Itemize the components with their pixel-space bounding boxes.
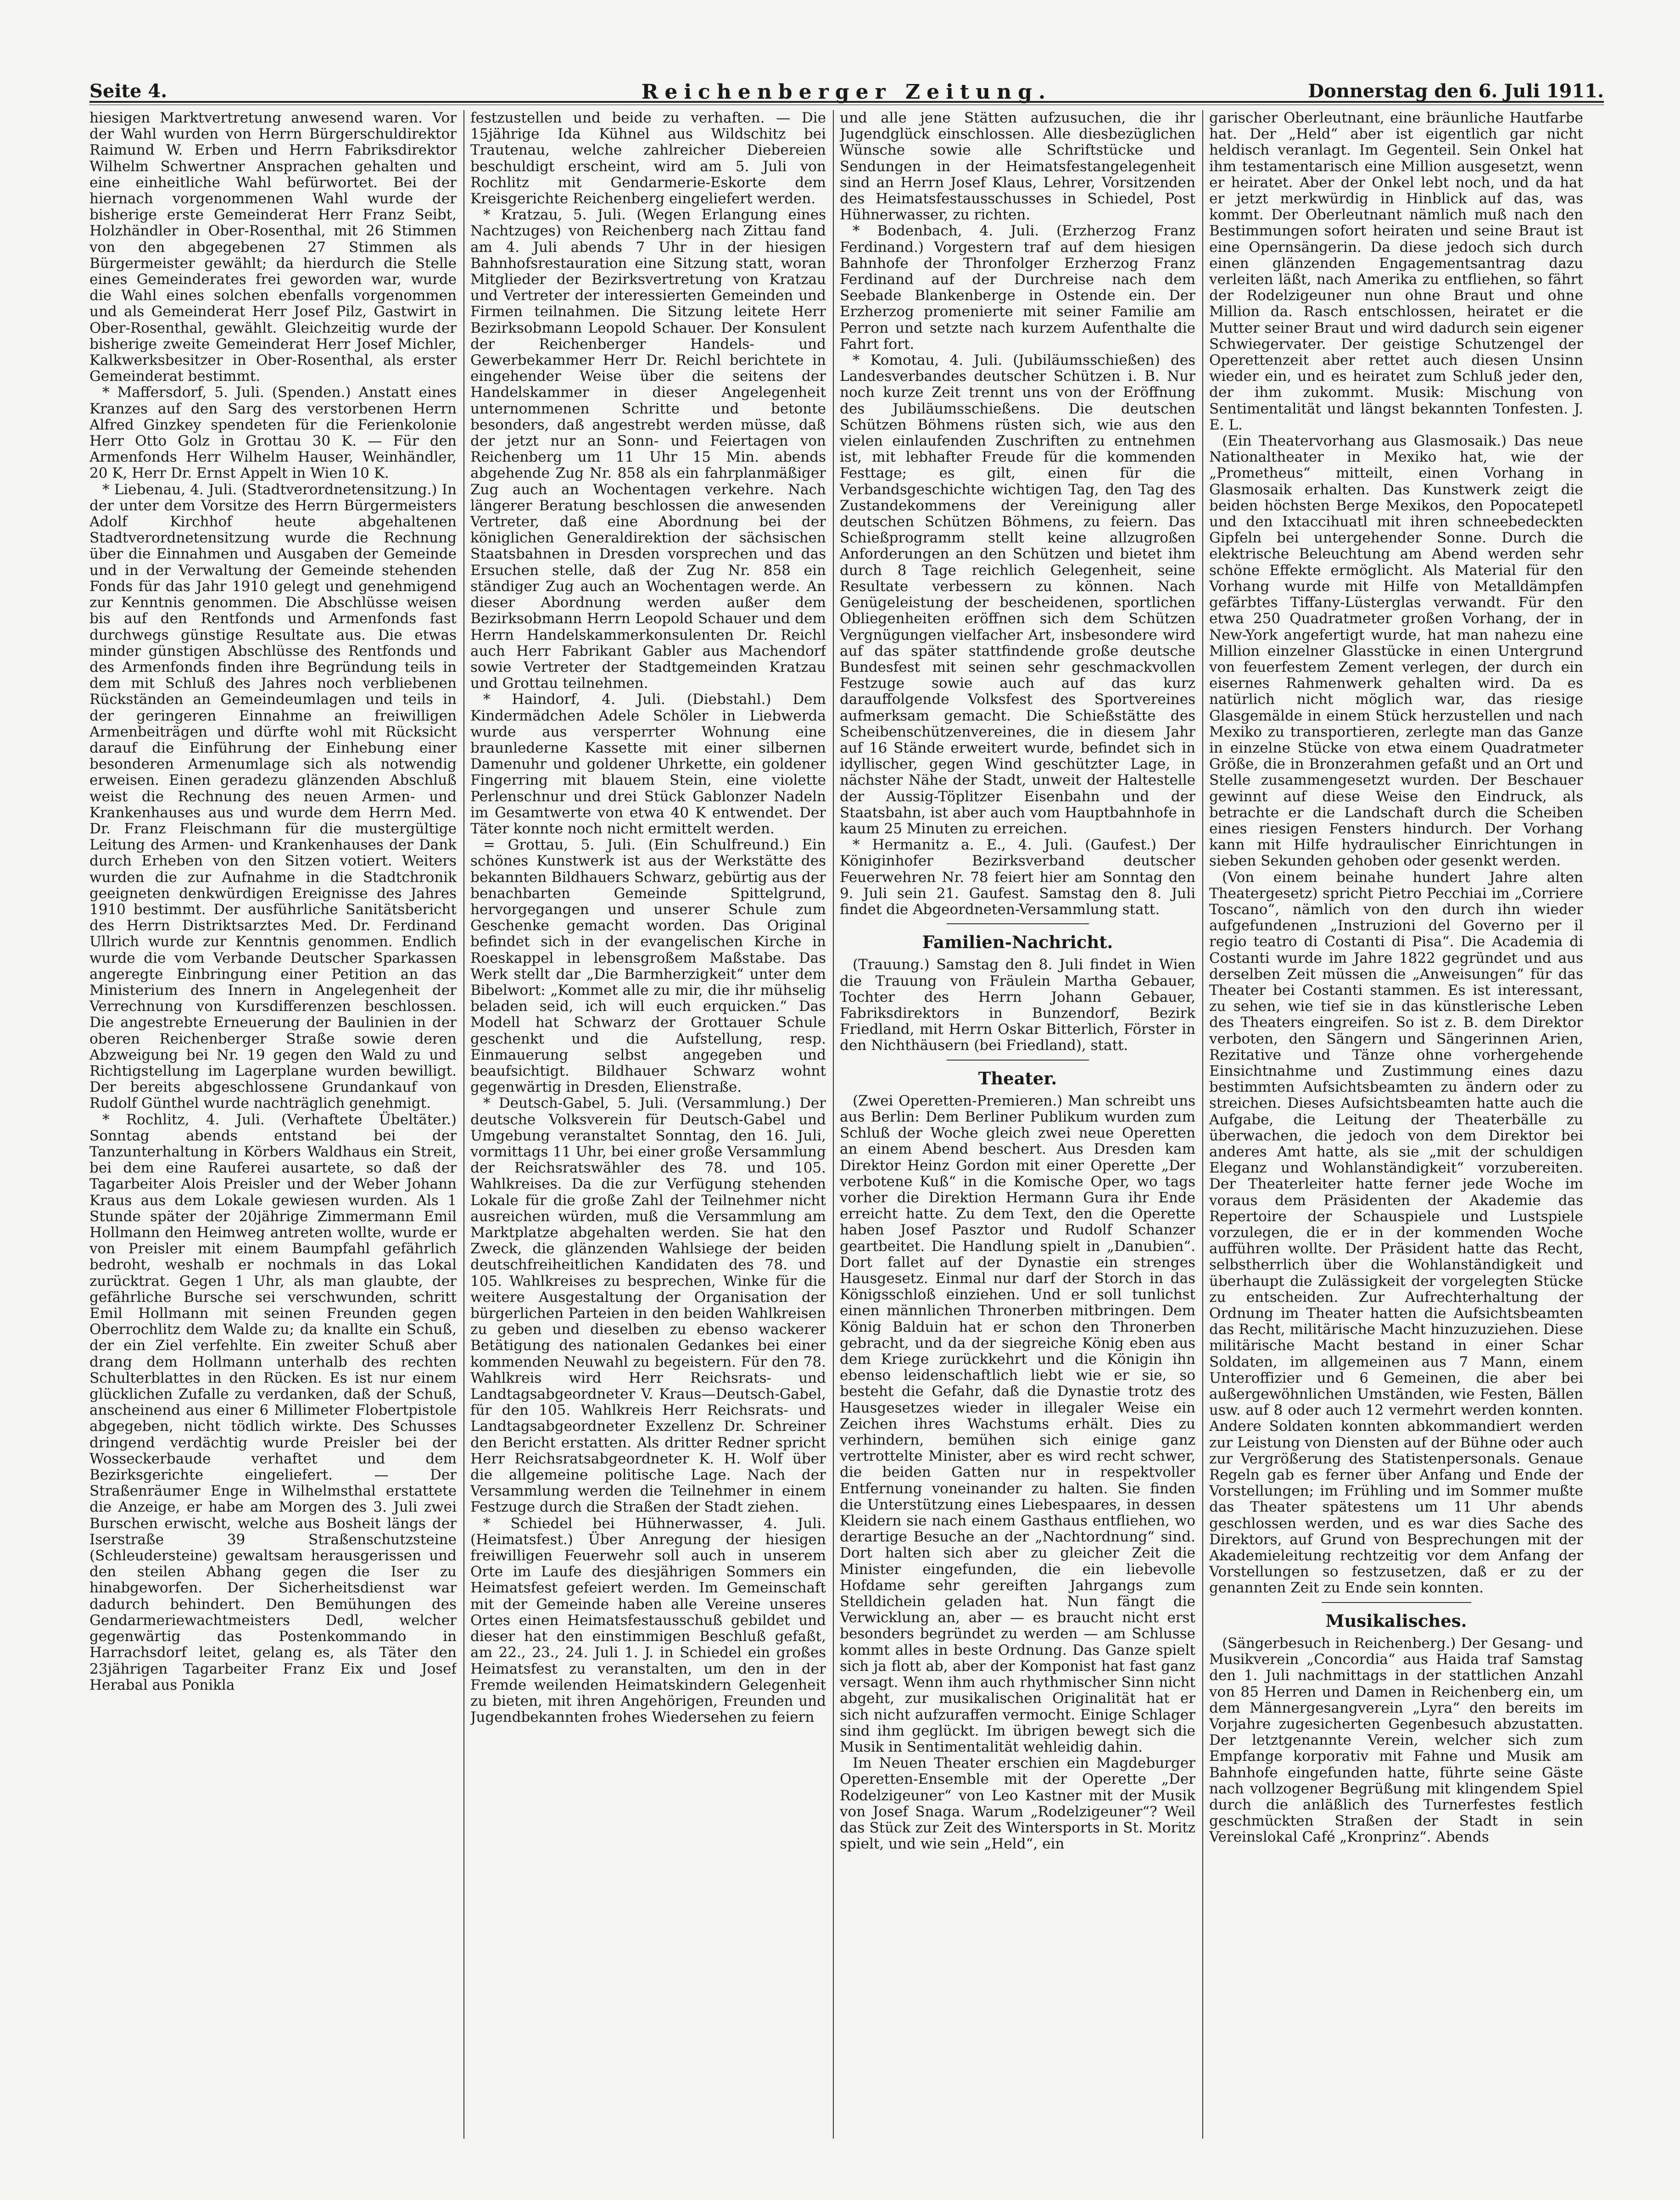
article-haindorf: * Haindorf, 4. Juli. (Diebstahl.) Dem Kindermädchen Adele Schöler in Liebwerda wurde aus versperrter Wohnung eine braunlederne Kassette mit einer silbernen Damenuhr und goldener Uhrkette, ein goldener Fingerring mit blauem Stein, eine violette Perlenschnur und drei Stück Gablonzer Nadeln im Gesamtwerte von etwa 40 K entwendet. Der Täter konnte noch nicht ermittelt werden. (470, 691, 826, 837)
article-paragraph: hiesigen Marktvertretung anwesend waren. Vor der Wahl wurden von Herrn Bürgerschuldirektor Raimund W. Erben und Herrn Fabriksdirektor Wilhelm Schwertner Ansprachen gehalten und eine einheitliche Wahl befürwortet. Bei der hiernach vorgenommenen Wahl wurde der bisherige erste Gemeinderat Herr Franz Seibt, Holzhändler in Ober-Rosenthal, mit 26 Stimmen von den abgegebenen 27 Stimmen als Bürgermeister gewählt; da hierdurch die Stelle eines Gemeinderates frei geworden war, wurde die Wahl eines solchen ebenfalls vorgenommen und als Gemeinderat Herr Josef Pilz, Gastwirt in Ober-Rosenthal, gewählt. Gleichzeitig wurde der bisherige zweite Gemeinderat Herr Josef Michler, Kalkwerksbesitzer in Ober-Rosenthal, als erster Gemeinderat bestimmt. (89, 110, 457, 385)
issue-date: Donnerstag den 6. Juli 1911. (1308, 80, 1604, 102)
section-heading-family: Familien-Nachricht. (922, 932, 1113, 953)
article-operetten: (Zwei Operetten-Premieren.) Man schreibt uns aus Berlin: Dem Berliner Publikum wurden zum Schluß der Woche gleich zwei neue Operetten an einem Abend beschert. Aus Dresden kam Direktor Heinz Gordon mit einer Operette „Der verbotene Kuß“ in die Komische Oper, wo tags vorher die Direktion Hermann Gura ihr Ende erreicht hatte. Zu dem Text, den die Operette haben Josef Pasztor und Rudolf Schanzer geartbeitet. Die Handlung spielt in „Danubien“. Dort fallet auf der Dynastie ein strenges Hausgesetz. Einmal nur darf der Storch in das Königsschloß einziehen. Und er soll tunlichst einen männlichen Thronerben mitbringen. Dem König Balduin hat er schon den Thronerben gebracht, und da der siegreiche König eben aus dem Kriege zurückkehrt und die Königin ihn ebenso leidenschaftlich liebt wie er sie, so besteht die Gefahr, daß die Dynastie trotz des Hausgesetzes wieder in illegaler Weise ein Zeichen ihres Wachstums erhält. Dies zu verhindern, bemühen sich einige ganz vertrottelte Minister, aber es wird recht schwer, die beiden Gatten nur in respektvoller Entfernung voneinander zu halten. Sie finden die Unterstützung eines Liebespaares, in dessen Kleidern sie nach einem Gasthaus entfliehen, wo derartige Besuche an der „Nachtordnung“ sind. Dort halten sich aber zu gleicher Zeit die Minister eingefunden, die ein liebevolle Hofdame sehr gereiften Jahrgangs zum Stelldichein geladen hat. Nun fängt die Verwicklung an, aber — es braucht nicht erst besonders begründet zu werden — am Schlusse kommt alles in beste Ordnung. Das Ganze spielt sich ja flott ab, aber der Komponist hat fast ganz versagt. Wenn ihm auch rhythmischer Sinn nicht abgeht, zur musikalischen Originalität hat er sich nicht aufzuraffen vermocht. Einige Schlager sind ihm geglückt. Im übrigen bewegt sich die Musik in Sentimentalität wehleidig dahin. (840, 1092, 1195, 1755)
article-maffersdorf: * Maffersdorf, 5. Juli. (Spenden.) Anstatt eines Kranzes auf den Sarg des verstorbenen Herrn Alfred Ginzkey spendeten für die Ferienkolonie Herr Otto Golz in Grottau 30 K. — Für den Armenfonds Herr Wilhelm Hauser, Weinhändler, 20 K, Herr Dr. Ernst Appelt in Wien 10 K. (89, 384, 457, 482)
article-hermanitz: * Hermanitz a. E., 4. Juli. (Gaufest.) Der Königinhofer Bezirksverband deutscher Feuerwehren Nr. 78 feiert hier am Sonntag den 9. Juli sein 21. Gaufest. Samstag den 8. Juli findet die Abgeordneten-Versammlung statt. (840, 837, 1195, 918)
column-1 (89, 110, 457, 2139)
article-komotau: * Komotau, 4. Juli. (Jubiläumsschießen) des Landesverbandes deutscher Schützen i. B. Nur noch kurze Zeit trennt uns von der Eröffnung des Jubiläumsschießens. Die deutschen Schützen Böhmens rüsten sich, wie aus den vielen einlaufenden Zuschriften zu entnehmen ist, mit lebhafter Freude für die kommenden Festtage; es gilt, einen für die Verbandsgeschichte wichtigen Tag, den Tag des Zustandekommens der Vereinigung aller deutschen Schützen Böhmens, zu feiern. Das Schießprogramm stellt keine allzugroßen Anforderungen an den Schützen und bietet ihm durch 8 Tage reichlich Gelegenheit, seine Resultate verbessern zu können. Nach Genügeleistung der bescheidenen, sportlichen Obliegenheiten eröffnen sich dem Schützen Vergnügungen vielfacher Art, insbesondere wird auf das später stattfindende große deutsche Bundesfest mit seinen sehr geschmackvollen Festzuge sowie auch auf das kurz darauffolgende Volksfest des Sportvereines aufmerksam gemacht. Die Schießstätte des Scheibenschützenvereines, die in diesem Jahr auf 16 Stände erweitert wurde, befindet sich in idyllischer, gegen Wind geschützter Lage, in nächster Nähe der Stadt, unweit der Haltestelle der Aussig-Töplitzer Eisenbahn und der Staatsbahn, ist aber auch vom Hauptbahnhofe in kaum 25 Minuten zu erreichen. (840, 352, 1195, 837)
article-trauung: (Trauung.) Samstag den 8. Juli findet in Wien die Trauung von Fräulein Martha Gebauer, Tochter des Herrn Johann Gebauer, Fabriksdirektors in Bunzendorf, Bezirk Friedland, mit Herrn Oskar Bitterlich, Förster in den Nichthäusern (bei Friedland), statt. (840, 956, 1195, 1054)
article-rodelzigeuner: Im Neuen Theater erschien ein Magdeburger Operetten-Ensemble mit der Operette „Der Rodelzigeuner“ von Leo Kastner mit der Musik von Josef Snaga. Warum „Rodelzigeuner“? Weil das Stück zur Zeit des Wintersports in St. Moritz spielt, und wie sein „Held“, ein (840, 1755, 1195, 1853)
section-divider (1322, 1602, 1471, 1603)
article-kratzau: * Kratzau, 5. Juli. (Wegen Erlangung eines Nachtzuges) von Reichenberg nach Zittau fand am 4. Juli abends 7 Uhr in der hiesigen Bahnhofsrestauration eine Sitzung statt, woran Mitglieder der Bezirksvertretung von Kratzau und Vertreter der interessierten Gemeinden und Firmen teilnahmen. Die Sitzung leitete Herr Bezirksobmann Leopold Schauer. Der Konsulent der Reichenberger Handels- und Gewerbekammer Herr Dr. Reichl berichtete in eingehender Weise über die seitens der Handelskammer in dieser Angelegenheit unternommenen Schritte und betonte besonders, daß angestrebt werden müsse, daß der jetzt nur an Sonn- und Feiertagen von Reichenberg um 11 Uhr 15 Min. abends abgehende Zug Nr. 858 als ein fahrplanmäßiger Zug auch an Wochentagen verkehre. Nach längerer Beratung beschlossen die anwesenden Vertreter, daß eine Abordnung bei der königlichen Generaldirektion der sächsischen Staatsbahnen in Dresden vorsprechen und das Ersuchen stelle, daß der Zug Nr. 858 ein ständiger Zug auch an Wochentagen werde. An dieser Abordnung werden außer dem Bezirksobmann Herrn Leopold Schauer und dem Herrn Handelskammerkonsulenten Dr. Reichl auch Herr Fabrikant Gabler aus Machendorf sowie Vertreter der Stadtgemeinden Kratzau und Grottau teilnehmen. (470, 207, 826, 692)
article-bodenbach: * Bodenbach, 4. Juli. (Erzherzog Franz Ferdinand.) Vorgestern traf auf dem hiesigen Bahnhofe der Thronfolger Erzherzog Franz Ferdinand auf der Durchreise nach dem Seebade Blankenberge in Ostende ein. Der Erzherzog promenierte mit seiner Familie am Perron und setzte nach kurzem Aufenthalte die Fahrt fort. (840, 223, 1195, 352)
article-paragraph: und alle jene Stätten aufzusuchen, die ihr Jugendglück einschlossen. Alle diesbezüglichen Wünsche sowie alle Schriftstücke und Sendungen in der Heimatsfestangelegenheit sind an Herrn Josef Klaus, Lehrer, Vorsitzenden des Heimatsfestausschusses in Schiedel, Post Hühnerwasser, zu richten. (840, 110, 1195, 223)
section-heading-theater: Theater. (978, 1068, 1057, 1089)
newspaper-masthead: Reichenberger Zeitung. (641, 80, 1052, 104)
column-divider (833, 110, 834, 2139)
column-divider (1202, 110, 1203, 2139)
column-4 (1209, 110, 1583, 2139)
article-grottau: = Grottau, 5. Juli. (Ein Schulfreund.) Ein schönes Kunstwerk ist aus der Werkstätte des bekannten Bildhauers Schwarz, gebürtig aus der benachbarten Gemeinde Spittelgrund, hervorgegangen und unserer Schule zum Geschenke gemacht worden. Das Original befindet sich in der evangelischen Kirche in Roeskappel in lebensgroßem Maßstabe. Das Werk stellt dar „Die Barmherzigkeit“ unter dem Bibelwort: „Kommet alle zu mir, die ihr mühselig beladen seid, ich will euch erquicken.“ Das Modell hat Schwarz der Grottauer Schule geschenkt und die Aufstellung, resp. Einmauerung selbst angegeben und beaufsichtigt. Bildhauer Schwarz wohnt gegenwärtig in Dresden, Elienstraße. (470, 837, 826, 1096)
article-deutsch-gabel: * Deutsch-Gabel, 5. Juli. (Versammlung.) Der deutsche Volksverein für Deutsch-Gabel und Umgebung veranstaltet Sonntag, den 16. Juli, vormittags 11 Uhr, bei einer große Versammlung der Reichsratswähler des 78. und 105. Wahlkreises. Da die zur Verfügung stehenden Lokale für die große Zahl der Teilnehmer nicht ausreichen würden, muß die Versammlung am Marktplatze abgehalten werden. Sie hat den Zweck, die glänzenden Wahlsiege der beiden deutschfreiheitlichen Kandidaten des 78. und 105. Wahlkreises zu besprechen, Winke für die weitere Ausgestaltung der Organisation der bürgerlichen Parteien in den beiden Wahlkreisen zu geben und dieselben zu ebenso wackerer Betätigung des nationalen Gedankes bei einer kommenden Neuwahl zu begeistern. Für den 78. Wahlkreis wird Herr Reichsrats- und Landtagsabgeordneter V. Kraus—Deutsch-Gabel, für den 105. Wahlkreis Herr Reichsrats- und Landtagsabgeordneter Exzellenz Dr. Schreiner den Bericht erstatten. Als dritter Redner spricht Herr Reichsratsabgeordneter K. H. Wolf über die allgemeine politische Lage. Nach der Versammlung werden die Teilnehmer in einem Festzuge durch die Straßen der Stadt ziehen. (470, 1095, 826, 1516)
section-divider (947, 1060, 1089, 1061)
header-rule (89, 101, 1604, 103)
section-heading-music: Musikalisches. (1325, 1610, 1467, 1631)
column-3 (840, 110, 1195, 2139)
page-header (89, 80, 1604, 112)
page-number: Seite 4. (89, 80, 167, 102)
article-glasmosaik: (Ein Theatervorhang aus Glasmosaik.) Das neue Nationaltheater in Mexiko hat, wie der „Prometheus“ mitteilt, einen Vorhang in Glasmosaik erhalten. Das Kunstwerk zeigt die beiden höchsten Berge Mexikos, den Popocatepetl und den Ixtaccihuatl mit ihren schneebedeckten Gipfeln bei untergehender Sonne. Durch die elektrische Beleuchtung am Abend werden sehr schöne Effekte ermöglicht. Als Material für den Vorhang wurde mit Hilfe von Metalldämpfen gefärbtes Tiffany-Lüsterglas verwandt. Für den etwa 250 Quadratmeter großen Vorhang, der in New-York angefertigt wurde, hat man nahezu eine Million einzelner Glasstücke in einen Untergrund von feuerfestem Zement verlegen, der durch ein eisernes Rahmenwerk gehalten wird. Da es natürlich nicht möglich war, das riesige Glasgemälde in einem Stück herzustellen und nach Mexiko zu transportieren, zerlegte man das Ganze in einzelne Stücke von etwa einem Quadratmeter Größe, die in Bronzerahmen gefaßt und an Ort und Stelle zusammengesetzt wurden. Der Beschauer gewinnt auf diese Weise den Eindruck, als betrachte er die Landschaft durch die Scheiben eines riesigen Fensters hindurch. Der Vorhang kann mit Hilfe hydraulischer Einrichtungen in sieben Sekunden gehoben oder gesenkt werden. (1209, 433, 1583, 870)
article-schiedel: * Schiedel bei Hühnerwasser, 4. Juli. (Heimatsfest.) Über Anregung der hiesigen freiwilligen Feuerwehr soll auch in unserem Orte im Laufe des diesjährigen Sommers ein Heimatsfest gefeiert werden. Im Gemeinschaft mit der Gemeinde haben alle Vereine unseres Ortes einen Heimatsfestausschuß gebildet und dieser hat den einstimmigen Beschluß gefaßt, am 22., 23., 24. Juli 1. J. in Schiedel ein großes Heimatsfest zu veranstalten, um den in der Fremde weilenden Heimatskindern Gelegenheit zu bieten, mit ihren Angehörigen, Freunden und Jugendbekannten frohes Wiedersehen zu feiern (470, 1515, 826, 1726)
article-saengerbesuch: (Sängerbesuch in Reichenberg.) Der Gesang- und Musikverein „Concordia“ aus Haida traf Samstag den 1. Juli nachmittags in der stattlichen Anzahl von 85 Herren und Damen in Reichenberg ein, um dem Männergesangverein „Lyra“ den bereits im Vorjahre zugesicherten Gegenbesuch abzustatten. Der letztgenannte Verein, welcher sich zum Empfange korporativ mit Fahne und Musik am Bahnhofe eingefunden hatte, führte seine Gäste nach vollzogener Begrüßung mit klingendem Spiel durch die anläßlich des Turnerfestes festlich geschmückten Straßen der Stadt in sein Vereinslokal Café „Kronprinz“. Abends (1209, 1635, 1583, 1846)
article-rochlitz: * Rochlitz, 4. Juli. (Verhaftete Übeltäter.) Sonntag abends entstand bei der Tanzunterhaltung in Körbers Waldhaus ein Streit, bei dem eine Rauferei ausartete, so daß der Tagarbeiter Alois Preisler und der Weber Johann Kraus aus dem Lokale gewiesen wurden. Als 1 Stunde später der 20jährige Zimmermann Emil Hollmann den Heimweg antreten wollte, wurde er von Preisler mit einem Baumpfahl gefährlich bedroht, weshalb er nochmals in das Lokal zurücktrat. Gegen 1 Uhr, als man glaubte, der gefährliche Bursche sei verschwunden, schritt Emil Hollmann mit seinen Freunden gegen Oberrochlitz dem Walde zu; da knallte ein Schuß, der ein Ziel verfehlte. Ein zweiter Schuß aber drang dem Hollmann unterhalb des rechten Schulterblattes in den Rücken. Es ist nur einem glücklichen Zufalle zu verdanken, daß der Schuß, anscheinend aus einer 6 Millimeter Flobertpistole abgegeben, nicht tödlich wirkte. Des Schusses dringend verdächtig wurde Preisler bei der Wosseckerbaude verhaftet und dem Bezirksgerichte eingeliefert. — Der Straßenräumer Enge in Wilhelmsthal erstattete die Anzeige, er habe am Morgen des 3. Juli zwei Burschen erwischt, welche aus Bosheit längs der Iserstraße 39 Straßenschutzsteine (Schleudersteine) gewaltsam herausgerissen und den steilen Abhang gegen die Iser zu hinabgeworfen. Der Sicherheitsdienst war dadurch behindert. Den Bemühungen des Gendarmeriewachtmeisters Dedl, welcher gegenwärtig das Postenkommando in Harrachsdorf leitet, gelang es, als Täter den 23jährigen Tagarbeiter Franz Eix und Josef Herabal aus Ponikla (89, 1111, 457, 1693)
column-divider (463, 110, 464, 2139)
article-liebenau: * Liebenau, 4. Juli. (Stadtverordnetensitzung.) In der unter dem Vorsitze des Herrn Bürgermeisters Adolf Kirchhof heute abgehaltenen Stadtverordnetensitzung wurde die Rechnung über die Einnahmen und Ausgaben der Gemeinde und in der Verwaltung der Gemeinde stehenden Fonds für das Jahr 1910 gelegt und genehmigend zur Kenntnis genommen. Die Abschlüsse weisen bis auf den Rentfonds und Armenfonds fast durchwegs günstige Resultate aus. Die etwas minder günstigen Abschlüsse des Rentfonds und des Armenfonds finden ihre Begründung teils in dem mit Schluß des Jahres noch verbliebenen Rückständen an Gemeindeumlagen und teils in der geringeren Einnahme an freiwilligen Armenbeiträgen und dürfte wohl mit Rücksicht darauf die Einführung der Einhebung einer besonderen Armenumlage sich als notwendig erweisen. Einen geradezu glänzenden Abschluß weist die Rechnung des neuen Armen- und Krankenhauses aus und wurde dem Herrn Med. Dr. Franz Fleischmann für die mustergültige Leitung des Armen- und Krankenhauses der Dank durch Erheben von den Sitzen votiert. Weiters wurden die zur Aufnahme in die Stadtchronik geeigneten denkwürdigen Ereignisse des Jahres 1910 bestimmt. Der ausführliche Sanitätsbericht des Herrn Distriktsarztes Med. Dr. Ferdinand Ullrich wurde zur Kenntnis genommen. Endlich wurde die vom Verbande Deutscher Sparkassen angeregte Einbringung einer Petition an das Ministerium des Innern in Angelegenheit der Verrechnung von Kursdifferenzen beschlossen. Die angestrebte Erneuerung der Baulinien in der oberen Reichenberger Straße sowie deren Abzweigung bei Nr. 19 gegen den Wald zu und Richtigstellung im Lagerplane wurden bewilligt. Der bereits abgeschlossene Grundankauf von Rudolf Günthel wurde nachträglich genehmigt. (89, 481, 457, 1112)
section-divider (947, 923, 1089, 924)
article-paragraph: garischer Oberleutnant, eine bräunliche Hautfarbe hat. Der „Held“ aber ist eigentlich gar nicht heldisch veranlagt. Im Gegenteil. Sein Onkel hat ihm testamentarisch eine Million ausgesetzt, wenn er heiratet. Aber der Onkel lebt noch, und da hat er jetzt merkwürdig in Hinblick auf das, was kommt. Der Oberleutnant nämlich muß nach den Bestimmungen sofort heiraten und seine Braut ist eine Opernsängerin. Da diese jedoch sich durch einen glänzenden Engagementsantrag dazu verleiten läßt, nach Amerika zu entfliehen, so fährt der Rodelzigeuner nun ohne Braut und ohne Million da. Rasch entschlossen, heiratet er die Mutter seiner Braut und wird dadurch sein eigener Schwiegervater. Der geistige Schutzengel der Operettenzeit aber rettet auch diesen Unsinn wieder ein, und es heiratet zum Schluß jeder den, der ihm zukommt. Musik: Mischung von Sentimentalität und längst bekannten Tonfesten. J. E. L. (1209, 110, 1583, 433)
article-paragraph: festzustellen und beide zu verhaften. — Die 15jährige Ida Kühnel aus Wildschitz bei Trautenau, welche zahlreicher Diebereien beschuldigt erscheint, wird am 5. Juli von Rochlitz mit Gendarmerie-Eskorte dem Kreisgerichte Reichenberg eingeliefert werden. (470, 110, 826, 207)
article-theatergesetz: (Von einem beinahe hundert Jahre alten Theatergesetz) spricht Pietro Pecchiai im „Corriere Toscano“, nämlich von den durch ihn wieder aufgefundenen „Instruzioni del Governo per il regio teatro di Costanti di Pisa“. Die Academia di Costanti wurde im Jahre 1822 gegründet und aus derselben Zeit müssen die „Anweisungen“ für das Theater bei Costanti stammen. Es ist interessant, zu sehen, wie tief sie in das künstlerische Leben des Theaters eingreifen. So ist z. B. dem Direktor verboten, den Sängern und Sängerinnen Arien, Rezitative und Tänze ohne vorhergehende Einsichtnahme und Zustimmung eines dazu bestimmten Aufsichtsbeamten zu ändern oder zu streichen. Dieses Aufsichtsbeamten hatte auch die Aufgabe, die Leitung der Theaterbälle zu überwachen, die jedoch von dem Direktor bei anderes Amt hatte, als sie „mit der schuldigen Eleganz und Wohlanständigkeit“ vorzubereiten. Der Theaterleiter hatte ferner jede Woche im voraus dem Präsidenten der Akademie das Repertoire der Schauspiele und Lustspiele vorzulegen, die er in der kommenden Woche aufführen wollte. Der Präsident hatte das Recht, selbstherrlich über die Wohlanständigkeit und überhaupt die Zulässigkeit der vorgelegten Stücke zu entscheiden. Zur Aufrechterhaltung der Ordnung im Theater hatten die Aufsichtsbeamten das Recht, militärische Macht hinzuzuziehen. Diese militärische Macht bestand in einer Schar Soldaten, im allgemeinen aus 7 Mann, einem Unteroffizier und 6 Gemeinen, die aber bei außergewöhnlichen Umständen, wie Festen, Bällen usw. auf 8 oder auch 12 vermehrt werden konnten. Andere Soldaten konnten abkommandiert werden zur Leistung von Diensten auf der Bühne oder auch zur Vergrößerung des Statistenpersonals. Genaue Regeln gab es ferner über Anfang und Ende der Vorstellungen; im Frühling und im Sommer mußte das Theater spätestens um 11 Uhr abends geschlossen werden, und es war dies Sache des Direktors, auf Grund von Besprechungen mit der Akademieleitung rechtzeitig vor dem Anfang der Vorstellungen so festzusetzen, daß er zu der genannten Zeit zu Ende sein konnten. (1209, 869, 1583, 1597)
column-2 (470, 110, 826, 2139)
